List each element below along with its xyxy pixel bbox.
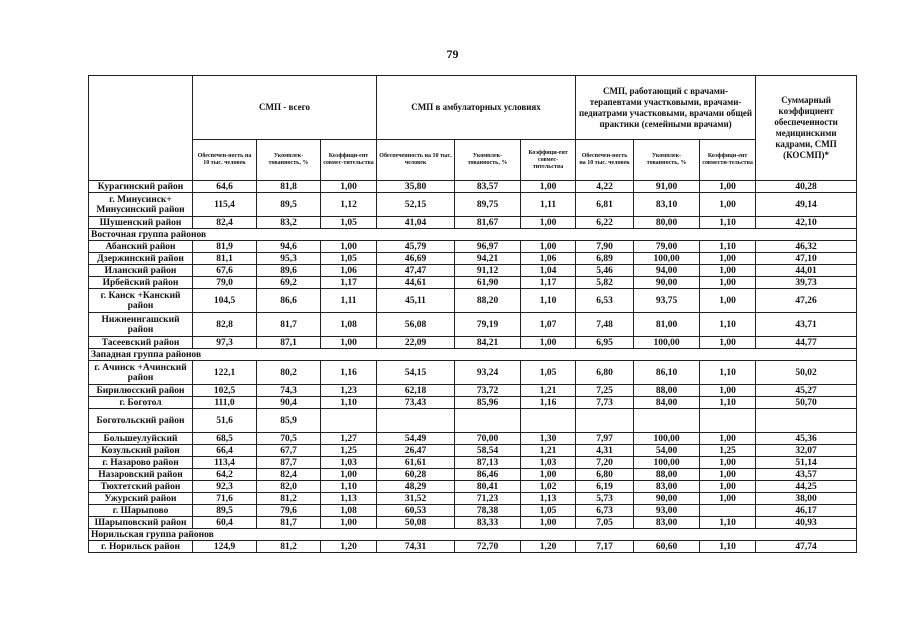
table-row (89, 217, 857, 229)
table-cell: 5,82 (576, 277, 634, 289)
table-row (89, 289, 857, 313)
table-cell: 82,4 (193, 217, 257, 229)
table-cell: 1,00 (321, 517, 377, 529)
table-cell: 81,1 (193, 253, 257, 265)
table-cell: 42,10 (756, 217, 857, 229)
table-cell: 1,10 (700, 517, 756, 529)
table-cell: 7,20 (576, 457, 634, 469)
table-cell: 90,00 (634, 493, 700, 505)
table-cell: 115,4 (193, 193, 257, 217)
table-cell: 83,10 (634, 193, 700, 217)
table-cell: 48,29 (377, 481, 455, 493)
table-cell: 1,05 (521, 505, 576, 517)
table-cell: 124,9 (193, 541, 257, 553)
table-cell: 93,00 (634, 505, 700, 517)
table-cell: 100,00 (634, 433, 700, 445)
table-cell: 95,3 (257, 253, 321, 265)
group-label: Западная группа районов (89, 349, 857, 361)
table-cell: 44,61 (377, 277, 455, 289)
table-cell: 81,67 (455, 217, 521, 229)
table-cell: 61,61 (377, 457, 455, 469)
table-cell: 6,89 (576, 253, 634, 265)
page-number: 79 (446, 47, 459, 61)
table-cell: 81,2 (257, 541, 321, 553)
table-row (89, 253, 857, 265)
table-cell (700, 409, 756, 433)
table-row (89, 361, 857, 385)
table-cell: 85,9 (257, 409, 321, 433)
table-cell: 1,04 (521, 265, 576, 277)
table-cell: 60,4 (193, 517, 257, 529)
district-name: Нижнеингашский район (89, 313, 193, 337)
district-name: Иланский район (89, 265, 193, 277)
table-cell: 83,2 (257, 217, 321, 229)
table-cell: 62,18 (377, 385, 455, 397)
table-cell: 100,00 (634, 457, 700, 469)
table-cell: 1,16 (321, 361, 377, 385)
table-cell: 70,00 (455, 433, 521, 445)
table-cell: 1,20 (521, 541, 576, 553)
table-cell: 1,13 (321, 493, 377, 505)
district-name: Тюхтетский район (89, 481, 193, 493)
table-cell: 50,08 (377, 517, 455, 529)
table-cell: 46,32 (756, 241, 857, 253)
table-cell: 1,10 (700, 217, 756, 229)
table-cell: 102,5 (193, 385, 257, 397)
table-cell: 45,27 (756, 385, 857, 397)
table-cell: 89,75 (455, 193, 521, 217)
table-cell: 56,08 (377, 313, 455, 337)
table-cell: 6,19 (576, 481, 634, 493)
header-obesp-ambulatory: Обеспеченность на 10 тыс. человек (377, 140, 455, 181)
table-cell: 83,00 (634, 481, 700, 493)
table-cell: 94,6 (257, 241, 321, 253)
header-summary: Суммарный коэффициент обеспеченности медицинскими кадрами, СМП (КОСМП)* (756, 76, 857, 181)
table-cell: 43,71 (756, 313, 857, 337)
table-cell: 1,00 (700, 481, 756, 493)
table-cell: 1,00 (700, 265, 756, 277)
header-ukompl-total: Укомплек-тованность, % (257, 140, 321, 181)
table-cell: 1,00 (521, 469, 576, 481)
table-cell: 71,6 (193, 493, 257, 505)
table-cell: 80,00 (634, 217, 700, 229)
table-cell: 91,00 (634, 181, 700, 193)
table-cell: 90,4 (257, 397, 321, 409)
table-cell: 1,00 (521, 217, 576, 229)
table-cell: 7,90 (576, 241, 634, 253)
table-row (89, 193, 857, 217)
table-cell: 45,36 (756, 433, 857, 445)
table-cell: 7,25 (576, 385, 634, 397)
district-name: г. Ачинск +Ачинский район (89, 361, 193, 385)
table-cell: 88,20 (455, 289, 521, 313)
table-row (89, 397, 857, 409)
table-cell (634, 409, 700, 433)
table-cell (321, 409, 377, 433)
table-cell: 111,0 (193, 397, 257, 409)
table-cell (576, 409, 634, 433)
table-cell: 7,17 (576, 541, 634, 553)
table-cell: 44,01 (756, 265, 857, 277)
district-name: г. Канск +Канский район (89, 289, 193, 313)
table-cell: 82,8 (193, 313, 257, 337)
table-cell: 58,54 (455, 445, 521, 457)
table-cell: 71,23 (455, 493, 521, 505)
district-name: Козульский район (89, 445, 193, 457)
table-cell: 47,47 (377, 265, 455, 277)
table-cell: 68,5 (193, 433, 257, 445)
table-cell: 87,1 (257, 337, 321, 349)
district-name: Боготольский район (89, 409, 193, 433)
table-cell: 52,15 (377, 193, 455, 217)
table-cell: 1,00 (521, 517, 576, 529)
district-name: г. Боготол (89, 397, 193, 409)
table-cell: 1,00 (700, 289, 756, 313)
table-cell: 88,00 (634, 469, 700, 481)
table-cell: 45,11 (377, 289, 455, 313)
table-cell: 70,5 (257, 433, 321, 445)
table-cell: 79,6 (257, 505, 321, 517)
table-cell: 81,8 (257, 181, 321, 193)
table-cell: 60,53 (377, 505, 455, 517)
header-koeff-ambulatory: Коэффици-ент совмес-тительства (521, 140, 576, 181)
table-cell: 7,97 (576, 433, 634, 445)
district-name: г. Назарово район (89, 457, 193, 469)
district-name: Дзержинский район (89, 253, 193, 265)
table-cell: 50,02 (756, 361, 857, 385)
district-name: Тасеевский район (89, 337, 193, 349)
group-label: Норильская группа районов (89, 529, 857, 541)
table-cell: 1,25 (700, 445, 756, 457)
district-name: Ирбейский район (89, 277, 193, 289)
table-cell: 86,6 (257, 289, 321, 313)
district-name: г. Шарыпово (89, 505, 193, 517)
table-cell: 60,60 (634, 541, 700, 553)
table-cell: 67,6 (193, 265, 257, 277)
header-koeff-doctors: Коэффици-ент совмести-тельства (700, 140, 756, 181)
table-cell: 1,00 (521, 241, 576, 253)
table-cell (756, 409, 857, 433)
table-cell: 7,05 (576, 517, 634, 529)
table-cell: 73,43 (377, 397, 455, 409)
table-cell: 22,09 (377, 337, 455, 349)
table-cell: 26,47 (377, 445, 455, 457)
table-row (89, 517, 857, 529)
table-cell: 1,03 (521, 457, 576, 469)
table-cell: 74,31 (377, 541, 455, 553)
table-cell: 104,5 (193, 289, 257, 313)
table-cell: 60,28 (377, 469, 455, 481)
table-cell: 1,00 (700, 433, 756, 445)
table-cell: 113,4 (193, 457, 257, 469)
table-cell: 66,4 (193, 445, 257, 457)
table-cell: 5,73 (576, 493, 634, 505)
table-cell: 1,16 (521, 397, 576, 409)
table-cell: 61,90 (455, 277, 521, 289)
table-cell: 81,2 (257, 493, 321, 505)
table-cell: 84,00 (634, 397, 700, 409)
table-row (89, 265, 857, 277)
header-obesp-doctors: Обеспечен-ность на 10 тыс. человек (576, 140, 634, 181)
district-name: Ужурский район (89, 493, 193, 505)
table-row (89, 481, 857, 493)
table-cell: 6,22 (576, 217, 634, 229)
table-cell: 1,10 (321, 397, 377, 409)
table-cell: 82,4 (257, 469, 321, 481)
table-cell: 94,21 (455, 253, 521, 265)
table-cell: 6,95 (576, 337, 634, 349)
table-cell: 82,0 (257, 481, 321, 493)
table-cell: 41,04 (377, 217, 455, 229)
table-row (89, 469, 857, 481)
table-cell: 88,00 (634, 385, 700, 397)
table-cell: 85,96 (455, 397, 521, 409)
table-row (89, 313, 857, 337)
table-cell: 72,70 (455, 541, 521, 553)
table-cell: 92,3 (193, 481, 257, 493)
table-row (89, 181, 857, 193)
table-cell: 50,70 (756, 397, 857, 409)
table-row (89, 445, 857, 457)
table-cell: 69,2 (257, 277, 321, 289)
table-cell: 1,20 (321, 541, 377, 553)
table-cell: 1,05 (521, 361, 576, 385)
district-name: Абанский район (89, 241, 193, 253)
table-cell (700, 505, 756, 517)
table-cell: 122,1 (193, 361, 257, 385)
table-cell: 89,6 (257, 265, 321, 277)
table-body (89, 181, 857, 553)
table-cell (455, 409, 521, 433)
table-cell: 86,46 (455, 469, 521, 481)
group-label: Восточная группа районов (89, 229, 857, 241)
table-cell: 1,06 (521, 253, 576, 265)
table-row (89, 541, 857, 553)
table-cell: 1,00 (700, 181, 756, 193)
table-cell: 46,17 (756, 505, 857, 517)
table-cell: 81,00 (634, 313, 700, 337)
table-cell: 84,21 (455, 337, 521, 349)
table-cell: 1,02 (521, 481, 576, 493)
table-cell (377, 409, 455, 433)
table-cell: 1,11 (521, 193, 576, 217)
table-cell: 47,26 (756, 289, 857, 313)
table-cell: 87,13 (455, 457, 521, 469)
table-cell: 78,38 (455, 505, 521, 517)
table-row (89, 385, 857, 397)
table-cell: 97,3 (193, 337, 257, 349)
table-row (89, 277, 857, 289)
table-cell: 83,57 (455, 181, 521, 193)
table-cell: 47,74 (756, 541, 857, 553)
table-cell: 54,49 (377, 433, 455, 445)
table-cell: 5,46 (576, 265, 634, 277)
table-row (89, 433, 857, 445)
table-cell: 73,72 (455, 385, 521, 397)
header-district (89, 76, 193, 181)
table-cell: 89,5 (257, 193, 321, 217)
table-cell: 6,53 (576, 289, 634, 313)
district-name: Назаровский район (89, 469, 193, 481)
table-cell: 31,52 (377, 493, 455, 505)
district-name: Курагинский район (89, 181, 193, 193)
district-name: г. Минусинск+ Минусинский район (89, 193, 193, 217)
group-row (89, 229, 857, 241)
table-cell: 35,80 (377, 181, 455, 193)
table-cell: 96,97 (455, 241, 521, 253)
table-cell: 1,10 (700, 361, 756, 385)
table-cell: 1,07 (521, 313, 576, 337)
table-cell: 1,23 (321, 385, 377, 397)
table-cell: 94,00 (634, 265, 700, 277)
table-cell: 1,08 (321, 313, 377, 337)
table-cell: 1,08 (321, 505, 377, 517)
table-cell: 7,73 (576, 397, 634, 409)
table-cell: 1,10 (700, 241, 756, 253)
table-cell: 1,00 (700, 469, 756, 481)
table-cell: 1,05 (321, 253, 377, 265)
table-cell: 6,80 (576, 469, 634, 481)
table-cell: 1,10 (700, 541, 756, 553)
table-cell: 1,00 (700, 193, 756, 217)
table-cell: 100,00 (634, 337, 700, 349)
group-row (89, 349, 857, 361)
table-cell: 83,33 (455, 517, 521, 529)
table-cell: 64,2 (193, 469, 257, 481)
table-cell: 40,28 (756, 181, 857, 193)
table-cell: 80,2 (257, 361, 321, 385)
table-cell: 1,00 (700, 277, 756, 289)
table-cell: 39,73 (756, 277, 857, 289)
table-cell: 1,21 (521, 385, 576, 397)
table-cell: 67,7 (257, 445, 321, 457)
table-row (89, 337, 857, 349)
table-cell: 32,07 (756, 445, 857, 457)
table-cell: 1,21 (521, 445, 576, 457)
table-cell: 89,5 (193, 505, 257, 517)
table-cell: 79,0 (193, 277, 257, 289)
table-cell: 6,73 (576, 505, 634, 517)
table-cell: 1,00 (700, 493, 756, 505)
table-cell: 1,17 (321, 277, 377, 289)
table-cell: 40,93 (756, 517, 857, 529)
table-cell: 93,24 (455, 361, 521, 385)
table-cell: 1,30 (521, 433, 576, 445)
table-cell: 1,10 (700, 313, 756, 337)
table-cell: 44,25 (756, 481, 857, 493)
table-row (89, 409, 857, 433)
table-cell: 74,3 (257, 385, 321, 397)
table-cell: 4,22 (576, 181, 634, 193)
header-smp-doctors: СМП, работающий с врачами-терапевтами участковыми, врачами-педиатрами участковыми, врачами общей практики (семейными врачами) (576, 76, 756, 140)
table-cell: 1,00 (700, 385, 756, 397)
table-cell: 44,77 (756, 337, 857, 349)
table-cell: 1,10 (700, 397, 756, 409)
table-cell: 1,06 (321, 265, 377, 277)
header-smp-ambulatory: СМП в амбулаторных условиях (377, 76, 576, 140)
group-row (89, 529, 857, 541)
table-cell: 79,19 (455, 313, 521, 337)
table-cell: 100,00 (634, 253, 700, 265)
table-cell: 83,00 (634, 517, 700, 529)
table-cell: 1,03 (321, 457, 377, 469)
table-cell: 81,7 (257, 313, 321, 337)
table-cell: 64,6 (193, 181, 257, 193)
table-cell: 45,79 (377, 241, 455, 253)
table-row (89, 505, 857, 517)
table-cell: 1,10 (521, 289, 576, 313)
table-cell: 1,00 (321, 181, 377, 193)
table-cell: 49,14 (756, 193, 857, 217)
table-cell: 1,25 (321, 445, 377, 457)
table-cell: 93,75 (634, 289, 700, 313)
table-cell: 54,00 (634, 445, 700, 457)
table-cell: 54,15 (377, 361, 455, 385)
district-name: Бирилюсский район (89, 385, 193, 397)
district-name: Шушенский район (89, 217, 193, 229)
header-ukompl-doctors: Укомплек-тованность, % (634, 140, 700, 181)
table-cell: 6,80 (576, 361, 634, 385)
district-name: г. Норильск район (89, 541, 193, 553)
table-cell: 47,10 (756, 253, 857, 265)
table-cell: 1,00 (321, 337, 377, 349)
table-cell: 80,41 (455, 481, 521, 493)
table-cell: 1,00 (521, 337, 576, 349)
table-cell: 1,00 (321, 241, 377, 253)
table-cell: 90,00 (634, 277, 700, 289)
table-cell: 81,9 (193, 241, 257, 253)
table-cell: 7,48 (576, 313, 634, 337)
table-cell: 1,00 (700, 457, 756, 469)
table-cell: 87,7 (257, 457, 321, 469)
table-cell: 1,00 (700, 337, 756, 349)
table-cell: 1,12 (321, 193, 377, 217)
table-cell: 81,7 (257, 517, 321, 529)
table-cell: 46,69 (377, 253, 455, 265)
table-cell: 1,27 (321, 433, 377, 445)
table-cell: 1,00 (700, 253, 756, 265)
table-cell: 38,00 (756, 493, 857, 505)
table-cell: 1,17 (521, 277, 576, 289)
table-cell: 51,6 (193, 409, 257, 433)
table-row (89, 493, 857, 505)
coverage-table (88, 75, 857, 553)
district-name: Шарыповский район (89, 517, 193, 529)
table-cell: 51,14 (756, 457, 857, 469)
header-ukompl-ambulatory: Укомплек-тованность, % (455, 140, 521, 181)
table-cell: 6,81 (576, 193, 634, 217)
header-koeff-total: Коэффици-ент совмес-тительства (321, 140, 377, 181)
table-cell: 1,00 (321, 469, 377, 481)
table-cell: 1,05 (321, 217, 377, 229)
table-cell: 91,12 (455, 265, 521, 277)
table-cell: 79,00 (634, 241, 700, 253)
table-cell: 4,31 (576, 445, 634, 457)
table-cell: 1,11 (321, 289, 377, 313)
table-row (89, 241, 857, 253)
table-cell: 1,00 (521, 181, 576, 193)
table-cell: 1,13 (521, 493, 576, 505)
header-obesp-total: Обеспечен-ность на 10 тыс. человек (193, 140, 257, 181)
table-row (89, 457, 857, 469)
table-cell: 86,10 (634, 361, 700, 385)
district-name: Большеулуйский (89, 433, 193, 445)
table-cell: 1,10 (321, 481, 377, 493)
table-cell: 43,57 (756, 469, 857, 481)
header-smp-total: СМП - всего (193, 76, 377, 140)
table-cell (521, 409, 576, 433)
